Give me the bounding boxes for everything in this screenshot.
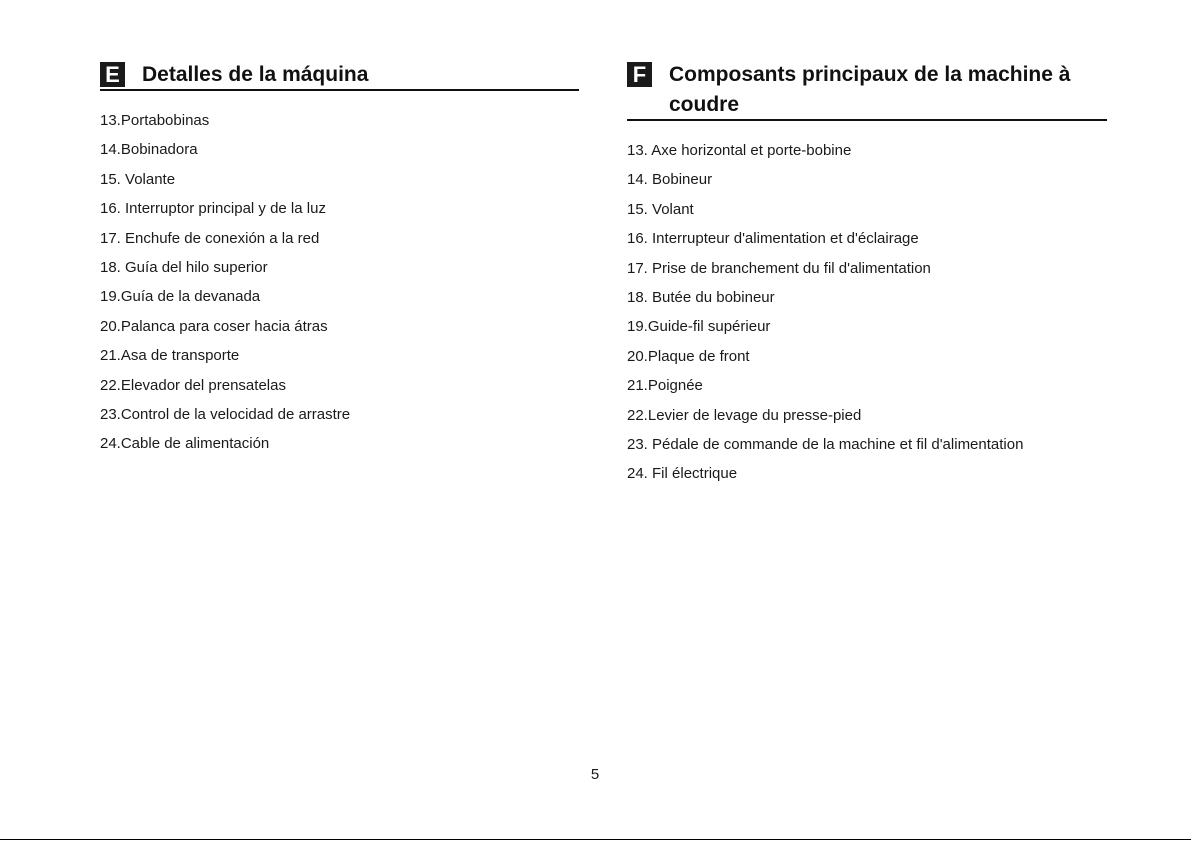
section-e-list xyxy=(100,106,579,459)
page-number: 5 xyxy=(590,766,600,783)
list-item: 24.Cable de alimentación xyxy=(100,435,270,453)
list-item: 13. Axe horizontal et porte-bobine xyxy=(627,142,852,159)
bottom-rule xyxy=(0,839,1191,840)
list-item: 23.Control de la velocidad de arrastre xyxy=(100,405,351,423)
list-item: 24. Fil électrique xyxy=(627,465,738,483)
list-item: 18. Butée du bobineur xyxy=(627,288,775,306)
list-item: 15. Volant xyxy=(627,200,694,218)
section-e xyxy=(100,60,579,459)
section-e-badge: E xyxy=(100,62,125,87)
list-item: 20.Plaque de front xyxy=(627,347,750,365)
list-item: 17. Enchufe de conexión a la red xyxy=(100,229,320,247)
section-f-badge: F xyxy=(627,62,652,87)
list-item: 15. Volante xyxy=(100,170,176,188)
section-f xyxy=(627,60,1107,489)
list-item: 14.Bobinadora xyxy=(100,141,198,159)
section-f-title: Composants principaux de la machine à coudre xyxy=(669,63,1071,116)
section-f-list xyxy=(627,136,1107,489)
section-e-title: Detalles de la máquina xyxy=(142,63,369,86)
section-e-heading xyxy=(100,60,579,91)
section-f-heading xyxy=(627,60,1107,121)
list-item: 21.Asa de transporte xyxy=(100,347,240,365)
list-item: 19.Guide-fil supérieur xyxy=(627,318,771,336)
list-item: 17. Prise de branchement du fil d'alimentation xyxy=(627,259,931,277)
list-item: 16. Interrupteur d'alimentation et d'éclairage xyxy=(627,230,919,248)
list-item: 22.Levier de levage du presse-pied xyxy=(627,406,862,424)
list-item: 23. Pédale de commande de la machine et fil d'alimentation xyxy=(627,435,1024,453)
list-item: 21.Poignée xyxy=(627,377,703,395)
list-item: 16. Interruptor principal y de la luz xyxy=(100,200,326,218)
list-item: 22.Elevador del prensatelas xyxy=(100,376,286,394)
list-item: 18. Guía del hilo superior xyxy=(100,258,268,276)
list-item: 19.Guía de la devanada xyxy=(100,288,261,306)
list-item: 20.Palanca para coser hacia átras xyxy=(100,317,328,335)
list-item: 14. Bobineur xyxy=(627,171,713,189)
list-item: 13.Portabobinas xyxy=(100,112,210,129)
